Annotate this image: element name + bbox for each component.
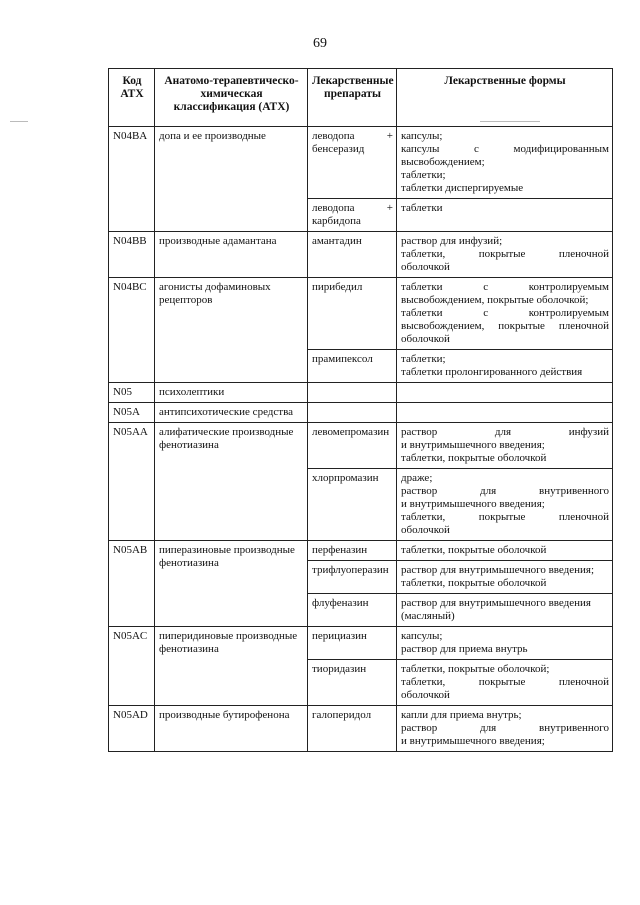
header-forms: Лекарственные формы xyxy=(397,69,613,127)
drug-name-line xyxy=(312,564,393,577)
table-row xyxy=(109,706,613,752)
atx-code-cell: N04BB xyxy=(109,232,155,278)
table-row xyxy=(109,627,613,660)
table-row xyxy=(109,423,613,469)
table-body xyxy=(109,127,613,752)
dosage-form-line: таблетки с контролируемым xyxy=(401,307,609,319)
drug-name: карбидопа xyxy=(312,215,361,227)
header-drugs: Лекарственные препараты xyxy=(308,69,397,127)
drug-combination-plus: + xyxy=(386,202,393,214)
table-row xyxy=(109,541,613,561)
forms-cell xyxy=(397,660,613,706)
drug-name-line xyxy=(312,215,393,228)
atx-classification-cell: агонисты дофаминовых рецепторов xyxy=(155,278,308,383)
drug-cell xyxy=(308,541,397,561)
scan-mark-left xyxy=(10,121,28,122)
table-row xyxy=(109,383,613,403)
dosage-form-line: драже; xyxy=(401,472,433,484)
forms-cell xyxy=(397,706,613,752)
drug-cell xyxy=(308,278,397,350)
drug-combination-plus: + xyxy=(386,130,393,142)
drug-name: хлорпромазин xyxy=(312,472,379,484)
dosage-form-line: высвобождением; xyxy=(401,156,485,168)
dosage-form-line: таблетки, покрытые оболочкой xyxy=(401,544,547,556)
drug-name: перфеназин xyxy=(312,544,368,556)
drug-cell xyxy=(308,469,397,541)
atx-code-cell: N05AD xyxy=(109,706,155,752)
atx-code-cell: N05AB xyxy=(109,541,155,627)
dosage-form-line: раствор для внутривенного xyxy=(401,722,609,734)
atx-code-cell: N04BC xyxy=(109,278,155,383)
dosage-form-line: таблетки, покрытые пленочной xyxy=(401,248,609,260)
drug-cell xyxy=(308,232,397,278)
drug-cell xyxy=(308,561,397,594)
forms-cell xyxy=(397,127,613,199)
dosage-form-line: капсулы с модифицированным xyxy=(401,143,609,155)
dosage-form-line: оболочкой xyxy=(401,261,450,273)
forms-cell xyxy=(397,199,613,232)
header-classification: Анатомо-терапевтическо-химическая классификация (АТХ) xyxy=(155,69,308,127)
dosage-form-line: таблетки, покрытые оболочкой; xyxy=(401,663,550,675)
drug-cell xyxy=(308,199,397,232)
drug-name-line xyxy=(312,663,393,676)
forms-cell xyxy=(397,232,613,278)
atx-table xyxy=(108,68,613,752)
dosage-form-line: таблетки, покрытые оболочкой xyxy=(401,577,547,589)
drug-cell xyxy=(308,403,397,423)
header-code: Код АТХ xyxy=(109,69,155,127)
table-row xyxy=(109,403,613,423)
drug-name: бенсеразид xyxy=(312,143,365,155)
page-number: 69 xyxy=(313,36,327,51)
table-row xyxy=(109,278,613,350)
forms-cell xyxy=(397,541,613,561)
drug-name: левомепромазин xyxy=(312,426,390,438)
drug-cell xyxy=(308,706,397,752)
drug-name-line xyxy=(312,281,393,294)
dosage-form-line: раствор для приема внутрь xyxy=(401,643,528,655)
atx-classification-cell: пиперидиновые производные фенотиазина xyxy=(155,627,308,706)
drug-cell xyxy=(308,423,397,469)
dosage-form-line: таблетки xyxy=(401,202,443,214)
dosage-form-line: таблетки; xyxy=(401,353,446,365)
forms-cell xyxy=(397,350,613,383)
dosage-form-line: раствор для внутримышечного введения xyxy=(401,597,591,609)
dosage-form-line: высвобождением, покрытые оболочкой; xyxy=(401,294,589,306)
drug-cell xyxy=(308,383,397,403)
drug-cell xyxy=(308,350,397,383)
drug-name: галоперидол xyxy=(312,709,372,721)
dosage-form-line: таблетки; xyxy=(401,169,446,181)
drug-cell xyxy=(308,660,397,706)
drug-name: пирибедил xyxy=(312,281,363,293)
dosage-form-line: таблетки, покрытые оболочкой xyxy=(401,452,547,464)
dosage-form-line: раствор для инфузий; xyxy=(401,235,503,247)
drug-name-line xyxy=(312,353,393,366)
atx-code-cell: N05AC xyxy=(109,627,155,706)
table-header-row xyxy=(109,69,613,127)
dosage-form-line: таблетки пролонгированного действия xyxy=(401,366,583,378)
atx-classification-cell: алифатические производные фенотиазина xyxy=(155,423,308,541)
forms-cell xyxy=(397,278,613,350)
dosage-form-line: таблетки диспергируемые xyxy=(401,182,524,194)
drug-name-line xyxy=(312,426,393,439)
dosage-form-line: таблетки, покрытые пленочной xyxy=(401,676,609,688)
drug-name: леводопа xyxy=(312,202,355,214)
forms-cell xyxy=(397,594,613,627)
dosage-form-line: и внутримышечного введения; xyxy=(401,735,545,747)
drug-cell xyxy=(308,127,397,199)
drug-name-line xyxy=(312,709,393,722)
dosage-form-line: высвобождением, покрытые пленочной xyxy=(401,320,609,332)
dosage-form-line: и внутримышечного введения; xyxy=(401,498,545,510)
drug-cell xyxy=(308,594,397,627)
drug-name-line xyxy=(312,544,393,557)
atx-code-cell: N04BA xyxy=(109,127,155,232)
forms-cell xyxy=(397,561,613,594)
drug-name-line xyxy=(312,202,393,215)
dosage-form-line: таблетки с контролируемым xyxy=(401,281,609,293)
drug-name: тиоридазин xyxy=(312,663,367,675)
drug-name-line xyxy=(312,143,393,156)
drug-name-line xyxy=(312,235,393,248)
dosage-form-line: капсулы; xyxy=(401,130,443,142)
atx-code-cell: N05AA xyxy=(109,423,155,541)
forms-cell xyxy=(397,403,613,423)
drug-name: амантадин xyxy=(312,235,362,247)
atx-classification-cell: психолептики xyxy=(155,383,308,403)
atx-classification-cell: производные адамантана xyxy=(155,232,308,278)
forms-cell xyxy=(397,383,613,403)
dosage-form-line: оболочкой xyxy=(401,524,450,536)
drug-name-line xyxy=(312,130,393,143)
dosage-form-line: капли для приема внутрь; xyxy=(401,709,522,721)
table-row xyxy=(109,127,613,199)
dosage-form-line: оболочкой xyxy=(401,333,450,345)
forms-cell xyxy=(397,627,613,660)
drug-name: трифлуоперазин xyxy=(312,564,389,576)
dosage-form-line: оболочкой xyxy=(401,689,450,701)
dosage-form-line: таблетки, покрытые пленочной xyxy=(401,511,609,523)
drug-name: леводопа xyxy=(312,130,355,142)
drug-name-line xyxy=(312,597,393,610)
dosage-form-line: раствор для внутримышечного введения; xyxy=(401,564,595,576)
drug-name-line xyxy=(312,472,393,485)
drug-name: перициазин xyxy=(312,630,367,642)
forms-cell xyxy=(397,423,613,469)
atx-code-cell: N05A xyxy=(109,403,155,423)
dosage-form-line: раствор для инфузий xyxy=(401,426,609,438)
atx-classification-cell: антипсихотические средства xyxy=(155,403,308,423)
forms-cell xyxy=(397,469,613,541)
atx-classification-cell: пиперазиновые производные фенотиазина xyxy=(155,541,308,627)
drug-name-line xyxy=(312,630,393,643)
atx-classification-cell: допа и ее производные xyxy=(155,127,308,232)
dosage-form-line: раствор для внутривенного xyxy=(401,485,609,497)
atx-classification-cell: производные бутирофенона xyxy=(155,706,308,752)
drug-name: флуфеназин xyxy=(312,597,369,609)
drug-name: прамипексол xyxy=(312,353,373,365)
dosage-form-line: капсулы; xyxy=(401,630,443,642)
drug-cell xyxy=(308,627,397,660)
dosage-form-line: (масляный) xyxy=(401,610,455,622)
atx-code-cell: N05 xyxy=(109,383,155,403)
dosage-form-line: и внутримышечного введения; xyxy=(401,439,545,451)
table-row xyxy=(109,232,613,278)
